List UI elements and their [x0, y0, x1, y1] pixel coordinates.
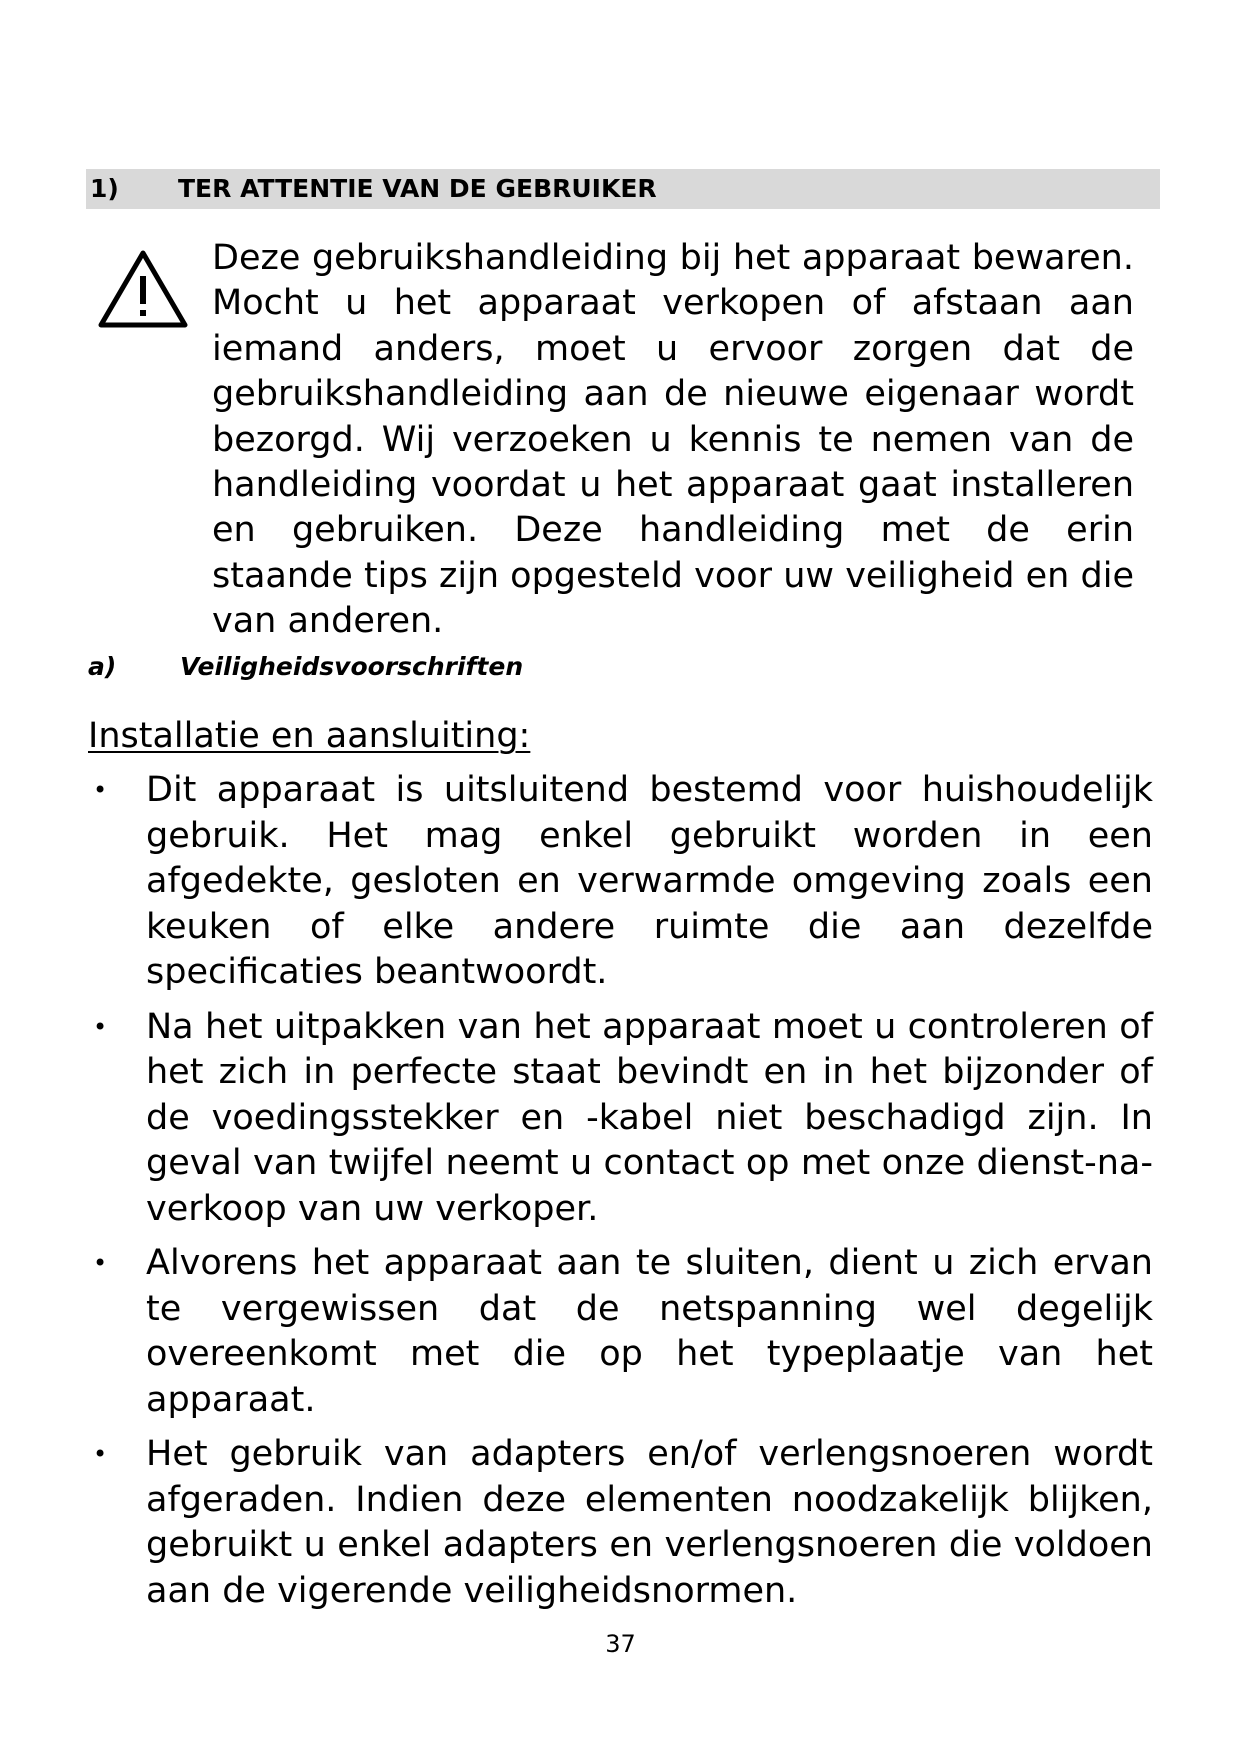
bullet-icon: • [93, 1440, 108, 1468]
list-item-text: Na het uitpakken van het apparaat moet u controleren of het zich in perfecte staat bevindt en in het bijzonder of de voedingsstekker en -kabel niet beschadigd zijn. In geval van twijfel neemt u contact op met onze dienst-na-verkoop van uw verkoper. [146, 1006, 1153, 1229]
section-number: 1) [90, 174, 119, 203]
list-item-text: Alvorens het apparaat aan te sluiten, dient u zich ervan te vergewissen dat de netspanning wel degelijk overeenkomt met die op het typeplaatje van het apparaat. [146, 1243, 1153, 1420]
subsection-title: Veiligheidsvoorschriften [180, 652, 524, 681]
bullet-icon: • [93, 1249, 108, 1277]
installation-list [88, 768, 1153, 1623]
page-number: 37 [605, 1630, 636, 1658]
list-item-text: Het gebruik van adapters en/of verlengsnoeren wordt afgeraden. Indien deze elementen noodzakelijk blijken, gebruikt u enkel adapters en verlengsnoeren die voldoen aan de vigerende veiligheidsnormen. [146, 1434, 1153, 1611]
section-header [86, 169, 1160, 209]
section-title: TER ATTENTIE VAN DE GEBRUIKER [178, 174, 657, 203]
list-item-text: Dit apparaat is uitsluitend bestemd voor huishoudelijk gebruik. Het mag enkel gebruikt worden in een afgedekte, gesloten en verwarmde omgeving zoals een keuken of elke andere ruimte die aan dezelfde specificaties beantwoordt. [146, 770, 1153, 992]
warning-triangle-icon [97, 248, 189, 330]
subsection-letter: a) [88, 652, 117, 681]
list-item [88, 1005, 1153, 1233]
installation-title: Installatie en aansluiting: [88, 716, 531, 756]
list-item [88, 768, 1153, 996]
list-item [88, 1241, 1153, 1423]
bullet-icon: • [93, 1012, 108, 1041]
list-item [88, 1432, 1153, 1614]
warning-paragraph: Deze gebruikshandleiding bij het apparaat bewaren. Mocht u het apparaat verkopen of afstaan aan iemand anders, moet u ervoor zorgen dat de gebruikshandleiding aan de nieuwe eigenaar wordt bezorgd. Wij verzoeken u kennis te nemen van de handleiding voordat u het apparaat gaat installeren en gebruiken. Deze handleiding met de erin staande tips zijn opgesteld voor uw veiligheid en die van anderen. [212, 238, 1134, 642]
bullet-icon: • [93, 776, 108, 804]
